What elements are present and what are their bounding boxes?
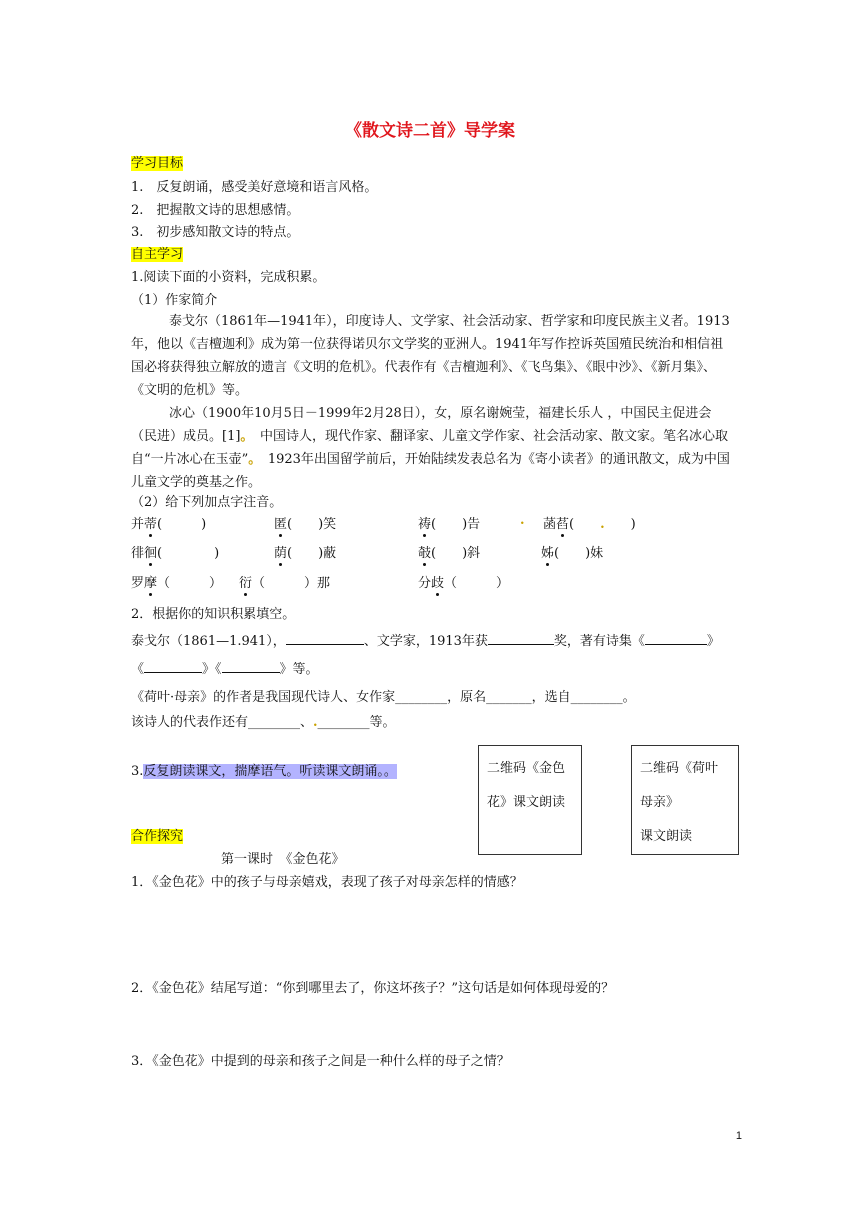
qr-label: 课文朗读 [640,829,693,844]
pinyin-item: 祷( )告 [418,513,480,532]
tagore-bio: 泰戈尔（1861年—1941年），印度诗人、文学家、社会活动家、哲学家和印度民族主义者。1913年，他以《吉檀迦利》成为第一位获得诺贝尔文学奖的亚洲人。1941年写作控诉英国殖民统治和相信祖国必将获得独立解放的遗言《文明的危机》。代表作有《吉檀迦利》、《飞鸟集》、《眼中沙》、《新月集》、《文明的危机》等。 [131,314,730,398]
pinyin-item: 徘徊( ) [131,542,219,561]
pinyin-item: 姊( )妹 [541,542,603,561]
fill-line: 泰戈尔（1861—1.941）， 、文学家，1913年获 奖，著有诗集《 》 [131,630,720,649]
bingxin-bio: 冰心（1900年10月5日－1999年2月28日），女，原名谢婉莹，福建长乐人 ，中国民主促进会（民进）成员。[1]。 中国诗人，现代作家、翻译家、儿童文学作家、社会活动家、散文家。笔名冰心取自“一片冰心在玉壶”。 1923年出国留学前后，开始陆续发表总名为《寄小读者》的通讯散文，成为中国儿童文学的奠基之作。 [131,406,730,490]
read-instruction: 3.反复朗读课文，揣摩语气。听读课文朗诵。。 [131,764,397,779]
lesson-title: 第一课时 《金色花》 [221,852,345,867]
pinyin-item: 匿( )笑 [274,513,336,532]
coop-heading: 合作探究 [131,829,184,844]
pinyin-item: 并蒂( ) [131,513,206,532]
qr-label: 母亲》 [640,795,680,810]
pinyin-item: 荫( )蔽 [274,542,336,561]
pinyin-item: 分歧（ ） [418,572,509,591]
self-study-intro: 1.阅读下面的小资料，完成积累。 [131,270,326,285]
page-title: 《散文诗二首》导学案 [345,121,515,141]
qr-label: 二维码《荷叶 [640,761,719,776]
fill-heading: 2．根据你的知识积累填空。 [131,607,296,622]
pinyin-heading: （2）给下列加点字注音。 [131,495,283,510]
self-study-heading: 自主学习 [131,247,184,262]
fill-line: 该诗人的代表作还有________、.________等。 [131,715,396,730]
pinyin-item: 罗摩（ ） [131,572,222,591]
objectives-heading: 学习目标 [131,156,184,171]
author-heading: （1）作家简介 [131,293,218,308]
qr-box-jinsehua [478,745,582,855]
qr-label: 二维码《金色 [487,761,566,776]
question-item: 2．《金色花》结尾写道：“你到哪里去了，你这坏孩子？”这句话是如何体现母爱的？ [131,981,615,996]
fill-line: 《 》《 》等。 [131,658,319,677]
objective-item: 1. 反复朗诵，感受美好意境和语言风格。 [131,180,378,195]
pinyin-item: 衍（ ）那 [239,572,330,591]
pinyin-item: 菡萏( . ) [543,513,636,532]
mark-dot: . [520,513,525,528]
qr-label: 花》课文朗读 [487,795,566,810]
page-number: 1 [735,1130,742,1142]
qr-box-heye [631,745,739,855]
pinyin-item: 攲( )斜 [418,542,480,561]
question-item: 3．《金色花》中提到的母亲和孩子之间是一种什么样的母子之情？ [131,1054,510,1069]
objective-item: 3. 初步感知散文诗的特点。 [131,225,300,240]
question-item: 1．《金色花》中的孩子与母亲嬉戏，表现了孩子对母亲怎样的情感？ [131,875,523,890]
fill-line: 《荷叶·母亲》的作者是我国现代诗人、女作家________，原名_______，选自________。 [131,690,636,705]
objective-item: 2. 把握散文诗的思想感情。 [131,203,300,218]
